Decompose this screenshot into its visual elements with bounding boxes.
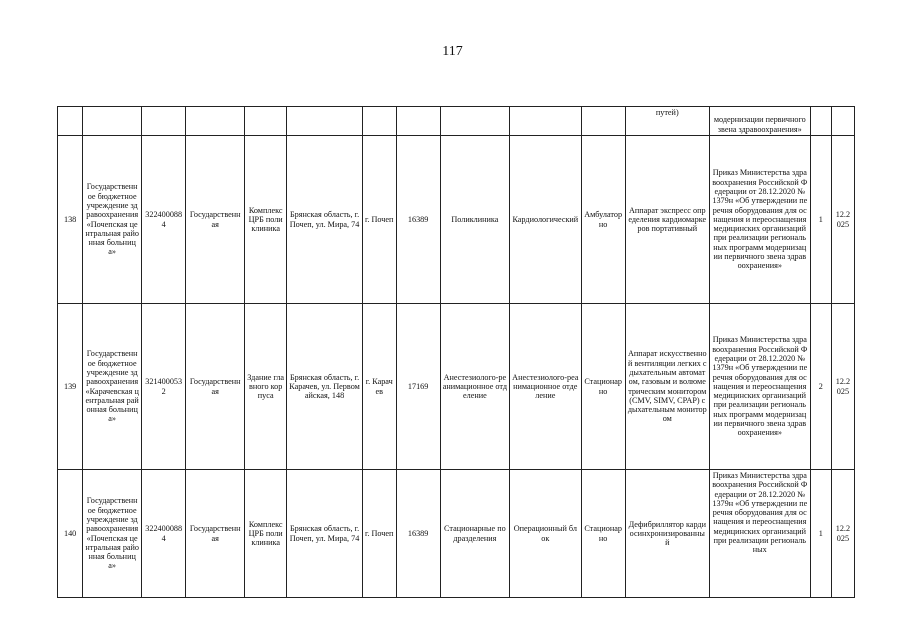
- date-cell: 12.2025: [831, 136, 854, 304]
- row-number: 140: [58, 470, 83, 598]
- unit-cell: Поликлиника: [440, 136, 509, 304]
- locality-cell: г. Почеп: [362, 136, 396, 304]
- organization-cell: Государственное бюджетное учреждение здравоохранения «Карачевская центральная районная больница»: [83, 304, 142, 470]
- ownership-cell: Государственная: [186, 136, 245, 304]
- table-row: [58, 470, 855, 598]
- inn-cell: 3224000884: [142, 136, 186, 304]
- cont-cell: [510, 107, 581, 136]
- cont-cell: [362, 107, 396, 136]
- cont-cell: [58, 107, 83, 136]
- basis-cell: Приказ Министерства здравоохранения Российской Федерации от 28.12.2020 № 1379н «Об утверждении перечня оборудования для оснащения и переоснащения медицинских организаций при реализации региональных программ модернизации первичного звена здравоохранения»: [709, 136, 810, 304]
- equipment-table: [57, 106, 855, 598]
- cont-cell: [245, 107, 287, 136]
- equipment-cell: Аппарат экспресс определения кардиомаркеров портативный: [625, 136, 709, 304]
- table-row: [58, 304, 855, 470]
- date-cell: 12.2025: [831, 470, 854, 598]
- cont-cell: [186, 107, 245, 136]
- quantity-cell: 1: [810, 136, 831, 304]
- equipment-cell: Аппарат искусственной вентиляции легких с дыхательным автоматом, газовым и волюметрическим монитором (CMV, SIMV, CPAP) с дыхательным монитором: [625, 304, 709, 470]
- unit-cell: Стационарные подразделения: [440, 470, 509, 598]
- cont-cell: [396, 107, 440, 136]
- code-cell: 17169: [396, 304, 440, 470]
- cont-cell: [287, 107, 363, 136]
- code-cell: 16389: [396, 136, 440, 304]
- row-number: 139: [58, 304, 83, 470]
- continuation-row: [58, 107, 855, 136]
- code-cell: 16389: [396, 470, 440, 598]
- building-cell: Здание главного корпуса: [245, 304, 287, 470]
- cont-cell: [440, 107, 509, 136]
- locality-cell: г. Карачев: [362, 304, 396, 470]
- quantity-cell: 2: [810, 304, 831, 470]
- table-row: [58, 136, 855, 304]
- date-cell: 12.2025: [831, 304, 854, 470]
- organization-cell: Государственное бюджетное учреждение здравоохранения «Почепская центральная районная больница»: [83, 136, 142, 304]
- organization-cell: Государственное бюджетное учреждение здравоохранения «Почепская центральная районная больница»: [83, 470, 142, 598]
- cont-cell: [810, 107, 831, 136]
- inn-cell: 3224000884: [142, 470, 186, 598]
- care-type-cell: Амбулаторно: [581, 136, 625, 304]
- quantity-cell: 1: [810, 470, 831, 598]
- address-cell: Брянская область, г. Почеп, ул. Мира, 74: [287, 470, 363, 598]
- row-number: 138: [58, 136, 83, 304]
- inn-cell: 3214000532: [142, 304, 186, 470]
- page-number: 117: [442, 44, 463, 59]
- equipment-cell: Дефибриллятор кардиосинхронизированный: [625, 470, 709, 598]
- ownership-cell: Государственная: [186, 304, 245, 470]
- cont-cell: [142, 107, 186, 136]
- cont-cell: [581, 107, 625, 136]
- building-cell: Комплекс ЦРБ поликлиника: [245, 470, 287, 598]
- department-cell: Кардиологический: [510, 136, 581, 304]
- basis-cell: Приказ Министерства здравоохранения Российской Федерации от 28.12.2020 № 1379н «Об утверждении перечня оборудования для оснащения и переоснащения медицинских организаций при реализации региональных программ модернизации первичного звена здравоохранения»: [709, 304, 810, 470]
- locality-cell: г. Почеп: [362, 470, 396, 598]
- department-cell: Анестезиолого-реанимационное отделение: [510, 304, 581, 470]
- care-type-cell: Стационарно: [581, 304, 625, 470]
- address-cell: Брянская область, г. Почеп, ул. Мира, 74: [287, 136, 363, 304]
- basis-cell: Приказ Министерства здравоохранения Российской Федерации от 28.12.2020 № 1379н «Об утверждении перечня оборудования для оснащения и переоснащения медицинских организаций при реализации региональных: [709, 470, 810, 598]
- cont-equipment-cell: путей): [625, 107, 709, 136]
- building-cell: Комплекс ЦРБ поликлиника: [245, 136, 287, 304]
- unit-cell: Анестезиолого-реанимационное отделение: [440, 304, 509, 470]
- address-cell: Брянская область, г. Карачев, ул. Первомайская, 148: [287, 304, 363, 470]
- ownership-cell: Государственная: [186, 470, 245, 598]
- cont-basis-cell: модернизации первичного звена здравоохранения»: [709, 107, 810, 136]
- department-cell: Операционный блок: [510, 470, 581, 598]
- cont-cell: [831, 107, 854, 136]
- care-type-cell: Стационарно: [581, 470, 625, 598]
- cont-cell: [83, 107, 142, 136]
